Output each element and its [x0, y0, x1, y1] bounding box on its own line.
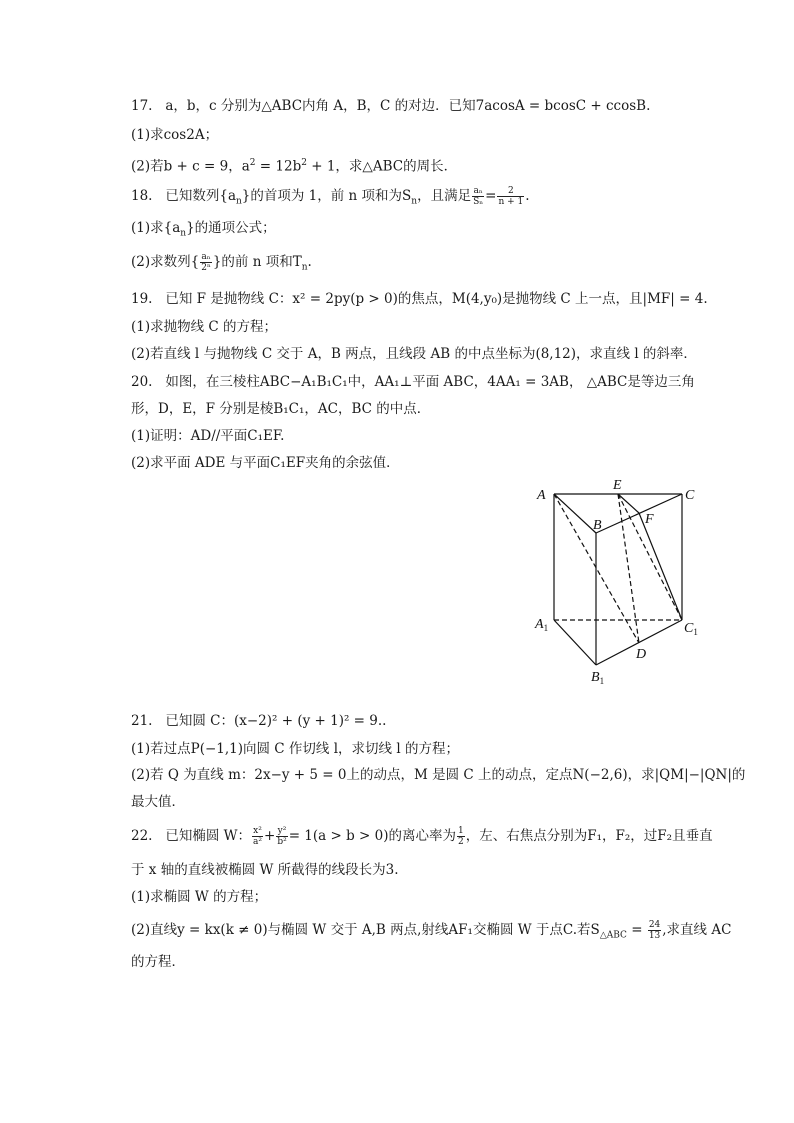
p22-sub: △ABC — [599, 930, 627, 941]
p21-q1: (1)若过点P(−1,1)向圆 C 作切线 l，求切线 l 的方程； — [131, 741, 459, 757]
frac-den: n + 1 — [498, 197, 524, 207]
p18-q1-text: }的通项公式； — [186, 220, 276, 236]
p22-q1: (1)求椭圆 W 的方程； — [131, 889, 268, 905]
p22-text: 已知椭圆 W： — [165, 828, 252, 844]
problem-number: 19. — [131, 291, 153, 307]
p22-fraction — [252, 826, 263, 847]
segment-ED — [618, 494, 639, 643]
p18-sub: n — [180, 228, 187, 239]
frac-den: 2 — [458, 837, 464, 847]
p17-q2-sup: 2 — [301, 158, 307, 168]
p20-q1: (1)证明：AD//平面C₁EF. — [131, 428, 285, 444]
frac-den: b² — [277, 837, 287, 847]
segment-FC1 — [639, 513, 682, 620]
p22-fraction — [276, 826, 287, 847]
label-A1: $A_1$ — [535, 617, 549, 633]
problem-number: 22. — [131, 828, 153, 844]
frac-num: 1 — [458, 826, 464, 836]
p22-text: ，左、右焦点分别为F₁，F₂，过F₂且垂直 — [465, 828, 713, 844]
p19-stem-text: 已知 F 是抛物线 C：x² = 2py(p > 0)的焦点，M(4,y₀)是抛物线 C 上一点，且|MF| = 4. — [165, 291, 708, 307]
p20-q2: (2)求平面 ADE 与平面C₁EF夹角的余弦值． — [131, 455, 400, 471]
label-C: C — [685, 488, 695, 503]
p22-stem — [131, 826, 713, 847]
frac-den: 13 — [648, 931, 661, 941]
p17-q2-sup: 2 — [249, 158, 256, 168]
p18-q1-text: (1)求{a — [131, 220, 181, 236]
problem-number: 20. — [131, 374, 153, 390]
p21-q2a: (2)若 Q 为直线 m：2x−y + 5 = 0上的动点，M 是圆 C 上的动点，定点N(−2,6)，求|QM|−|QN|的 — [131, 767, 746, 783]
p17-q1: (1)求cos2A； — [131, 127, 219, 143]
p18-fraction — [200, 252, 212, 273]
p18-stem — [131, 186, 530, 211]
p22-stem2: 于 x 轴的直线被椭圆 W 所截得的线段长为3. — [131, 862, 399, 878]
label-B1: $B_1$ — [591, 670, 605, 686]
p18-text: 已知数列{a — [165, 188, 236, 204]
edge-A1B1 — [554, 620, 596, 665]
p18-sub: n — [411, 196, 418, 207]
frac-den: a² — [253, 837, 263, 847]
label-F: F — [645, 512, 654, 527]
p22-q2-text: = — [626, 922, 647, 938]
label-C1: $C_1$ — [684, 621, 698, 637]
p22-fraction — [648, 920, 661, 941]
frac-num: x² — [253, 826, 262, 836]
p21-stem — [131, 712, 386, 730]
p18-q2-text: }的前 n 项和T — [212, 254, 302, 270]
p17-q2-part: (2)若b + c = 9，a — [131, 158, 250, 175]
segment-EF — [618, 494, 639, 513]
p21-stem-text: 已知圆 C：(x−2)² + (y + 1)² = 9.. — [165, 713, 387, 729]
p18-q2-text: (2)求数列{ — [131, 254, 200, 270]
p18-text: ，且满足 — [417, 188, 472, 204]
p22-q2-text: (2)直线y = kx(k ≠ 0)与椭圆 W 交于 A,B 两点,射线AF₁交椭圆 W 于点C.若S — [131, 922, 600, 938]
prism-figure — [530, 478, 710, 688]
p18-text: }的首项为 1，前 n 项和为S — [241, 188, 412, 204]
label-E: E — [613, 478, 622, 493]
p18-q2-text: . — [307, 254, 312, 270]
p18-sub: n — [236, 196, 242, 207]
p17-q2 — [131, 154, 457, 176]
p20-stem — [131, 373, 695, 391]
p17-stem — [131, 97, 650, 115]
edge-AB — [554, 494, 596, 533]
p19-q2: (2)若直线 l 与抛物线 C 交于 A，B 两点，且线段 AB 的中点坐标为(8,12)，求直线 l 的斜率． — [131, 346, 697, 362]
p22-fraction — [457, 826, 465, 847]
p18-text: = — [485, 188, 497, 204]
p22-q2 — [131, 920, 731, 945]
p19-stem — [131, 290, 708, 308]
p18-sub: n — [301, 262, 308, 273]
problem-number: 21. — [131, 713, 153, 729]
p20-stem2: 形，D，E，F 分别是棱B₁C₁，AC，BC 的中点． — [131, 401, 431, 417]
p22-text: = 1(a > b > 0)的离心率为 — [288, 828, 456, 844]
p22-text: + — [264, 828, 276, 844]
label-D: D — [636, 647, 647, 662]
frac-num: aₙ — [201, 252, 211, 262]
p18-fraction — [472, 186, 484, 207]
frac-den: Sₙ — [473, 197, 484, 207]
p22-q2-end: 的方程． — [131, 954, 185, 970]
frac-num: y² — [277, 826, 287, 836]
p18-text: . — [525, 188, 530, 204]
p17-q2-part: = 12b — [255, 158, 302, 175]
frac-num: 2 — [497, 186, 524, 197]
p17-stem-text: a，b，c 分别为△ABC内角 A，B，C 的对边．已知7acosA = bcosC + ccosB. — [165, 98, 651, 114]
p20-stem-text: 如图，在三棱柱ABC−A₁B₁C₁中，AA₁⊥平面 ABC，4AA₁ = 3AB， △ABC是等边三角 — [165, 374, 695, 390]
frac-num: aₙ — [473, 186, 483, 196]
p19-q1: (1)求抛物线 C 的方程； — [131, 319, 278, 335]
p18-fraction — [497, 186, 524, 207]
frac-num: 24 — [648, 920, 661, 930]
problem-number: 18. — [131, 188, 153, 204]
label-B: B — [593, 518, 602, 533]
p22-q2-text: ,求直线 AC — [662, 922, 732, 938]
problem-number: 17. — [131, 98, 153, 114]
p21-q2b: 最大值． — [131, 794, 185, 810]
p18-q1 — [131, 219, 276, 243]
label-A: A — [537, 488, 546, 503]
frac-den: 2ⁿ — [201, 263, 211, 273]
p17-q2-part: + 1，求△ABC的周长． — [306, 158, 458, 175]
p18-q2 — [131, 252, 312, 277]
